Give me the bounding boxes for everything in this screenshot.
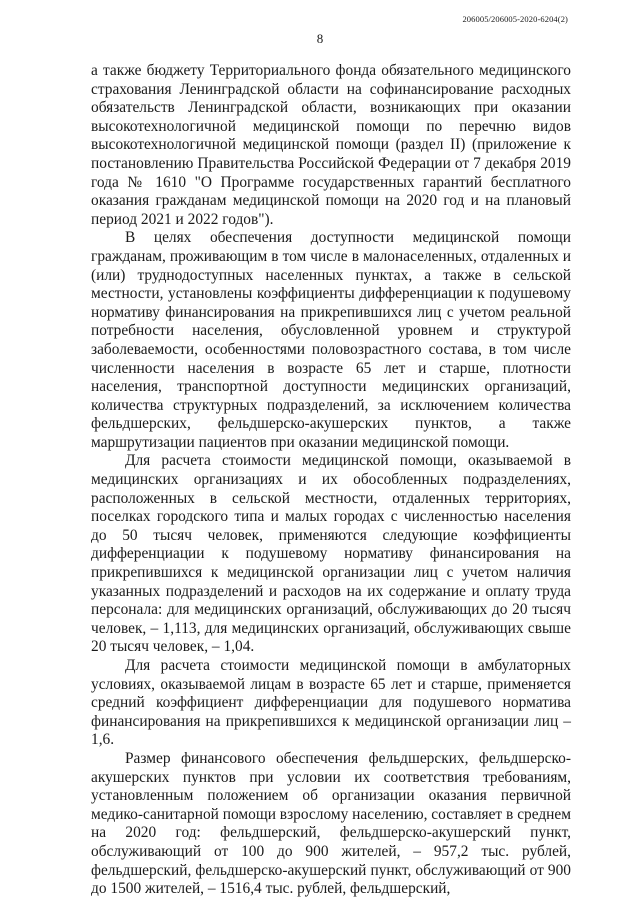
document-body	[91, 62, 571, 899]
paragraph-elderly-coefficient: Для расчета стоимости медицинской помощи в амбулаторных условиях, оказываемой лицам в возрасте 65 лет и старше, применяется средний коэффициент дифференциации для подушевого норматива финансирования на прикрепившихся к медицинской организации лиц – 1,6.	[91, 657, 571, 749]
page-number: 8	[316, 31, 324, 46]
paragraph-feldsher-funding: Размер финансового обеспечения фельдшерских, фельдшерско-акушерских пунктов при условии их соответствия требованиям, установленным положением об организации оказания первичной медико-санитарной помощи взрослому населению, составляет в среднем на 2020 год: фельдшерский, фельдшерско-акушерский пункт, обслуживающий от 100 до 900 жителей, – 957,2 тыс. рублей, фельдшерский, фельдшерско-акушерский пункт, обслуживающий от 900 до 1500 жителей, – 1516,4 тыс. рублей, фельдшерский,	[91, 749, 571, 898]
paragraph-rural-coefficients: Для расчета стоимости медицинской помощи, оказываемой в медицинских организациях и их обособленных подразделениях, расположенных в сельской местности, отдаленных территориях, поселках городского типа и малых городах с численностью населения до 50 тысяч человек, применяются следующие коэффициенты дифференциации к подушевому нормативу финансирования на прикрепившихся к медицинской организации лиц с учетом наличия указанных подразделений и расходов на их содержание и оплату труда персонала: для медицинских организаций, обслуживающих до 20 тысяч человек, – 1,113, для медицинских организаций, обслуживающих свыше 20 тысяч человек, – 1,04.	[91, 452, 571, 656]
document-code: 206005/206005-2020-6204(2)	[462, 14, 568, 24]
paragraph-continuation: а также бюджету Территориального фонда обязательного медицинского страхования Ленинградской области на софинансирование расходных обязательств Ленинградской области, возникающих при оказании высокотехнологичной медицинской помощи по перечню видов высокотехнологичной медицинской помощи (раздел II) (приложение к постановлению Правительства Российской Федерации от 7 декабря 2019 года № 1610 "О Программе государственных гарантий бесплатного оказания гражданам медицинской помощи на 2020 год и на плановый период 2021 и 2022 годов").	[91, 62, 571, 228]
paragraph-accessibility: В целях обеспечения доступности медицинской помощи гражданам, проживающим в том числе в малонаселенных, отдаленных и (или) труднодоступных населенных пунктах, а также в сельской местности, установлены коэффициенты дифференциации к подушевому нормативу финансирования на прикрепившихся лиц с учетом реальной потребности населения, обусловленной уровнем и структурой заболеваемости, особенностями половозрастного состава, в том числе численности населения в возрасте 65 лет и старше, плотности населения, транспортной доступности медицинских организаций, количества структурных подразделений, за исключением количества фельдшерских, фельдшерско-акушерских пунктов, а также маршрутизации пациентов при оказании медицинской помощи.	[91, 229, 571, 451]
